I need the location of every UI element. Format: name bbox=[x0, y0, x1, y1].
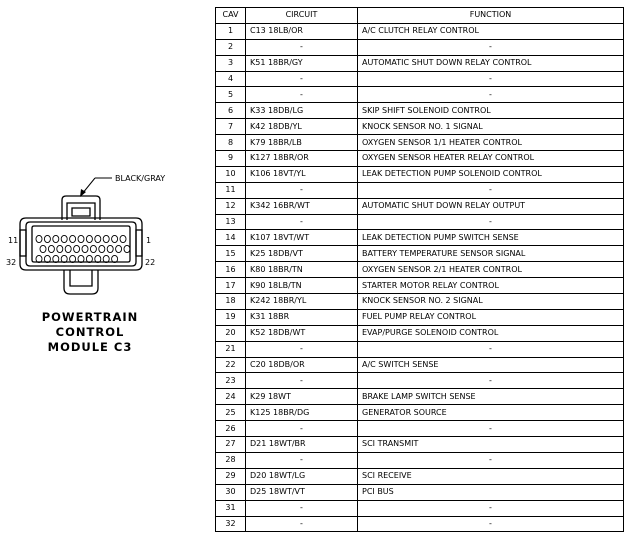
function-cell: KNOCK SENSOR NO. 2 SIGNAL bbox=[358, 294, 624, 310]
table-row bbox=[216, 278, 624, 294]
function-cell: AUTOMATIC SHUT DOWN RELAY OUTPUT bbox=[358, 198, 624, 214]
cav-cell: 4 bbox=[216, 71, 246, 87]
function-cell: A/C CLUTCH RELAY CONTROL bbox=[358, 23, 624, 39]
function-cell: LEAK DETECTION PUMP SWITCH SENSE bbox=[358, 230, 624, 246]
function-cell: BATTERY TEMPERATURE SENSOR SIGNAL bbox=[358, 246, 624, 262]
cav-cell: 27 bbox=[216, 437, 246, 453]
cavity-hole bbox=[82, 245, 88, 252]
table-row bbox=[216, 166, 624, 182]
cav-cell: 11 bbox=[216, 182, 246, 198]
circuit-cell: - bbox=[246, 421, 358, 437]
function-cell: SKIP SHIFT SOLENOID CONTROL bbox=[358, 103, 624, 119]
circuit-cell: - bbox=[246, 87, 358, 103]
circuit-cell: - bbox=[246, 341, 358, 357]
circuit-cell: K80 18BR/TN bbox=[246, 262, 358, 278]
cavity-hole bbox=[95, 235, 101, 242]
cav-cell: 6 bbox=[216, 103, 246, 119]
table-row bbox=[216, 103, 624, 119]
function-cell: - bbox=[358, 39, 624, 55]
cav-cell: 13 bbox=[216, 214, 246, 230]
table-row bbox=[216, 484, 624, 500]
pin-label-top-right: 1 bbox=[146, 236, 152, 245]
table-row bbox=[216, 452, 624, 468]
table-header-row bbox=[216, 8, 624, 24]
cav-cell: 29 bbox=[216, 468, 246, 484]
cavity-hole bbox=[53, 235, 59, 242]
function-cell: FUEL PUMP RELAY CONTROL bbox=[358, 309, 624, 325]
circuit-cell: - bbox=[246, 373, 358, 389]
function-cell: - bbox=[358, 516, 624, 532]
function-cell: - bbox=[358, 373, 624, 389]
cav-cell: 15 bbox=[216, 246, 246, 262]
bottom-latch bbox=[64, 270, 98, 294]
cav-cell: 20 bbox=[216, 325, 246, 341]
table-row bbox=[216, 309, 624, 325]
function-cell: - bbox=[358, 71, 624, 87]
cavity-hole bbox=[74, 245, 80, 252]
table-row bbox=[216, 55, 624, 71]
module-title-line-3: MODULE C3 bbox=[47, 340, 133, 354]
cav-cell: 16 bbox=[216, 262, 246, 278]
pinout-table-body bbox=[216, 23, 624, 532]
function-cell: - bbox=[358, 452, 624, 468]
cavity-hole bbox=[124, 245, 130, 252]
cavity-hole bbox=[78, 235, 84, 242]
cav-cell: 14 bbox=[216, 230, 246, 246]
table-row bbox=[216, 294, 624, 310]
function-cell: A/C SWITCH SENSE bbox=[358, 357, 624, 373]
function-cell: - bbox=[358, 182, 624, 198]
cav-cell: 31 bbox=[216, 500, 246, 516]
cav-cell: 30 bbox=[216, 484, 246, 500]
header-cav: CAV bbox=[216, 8, 246, 24]
table-row bbox=[216, 389, 624, 405]
circuit-cell: K29 18WT bbox=[246, 389, 358, 405]
cavity-hole bbox=[107, 245, 113, 252]
cavity-row-bottom bbox=[36, 245, 130, 262]
circuit-cell: C13 18LB/OR bbox=[246, 23, 358, 39]
table-row bbox=[216, 468, 624, 484]
function-cell: - bbox=[358, 421, 624, 437]
module-title-line-2: CONTROL bbox=[55, 325, 125, 339]
module-title-line-1: POWERTRAIN bbox=[41, 310, 139, 324]
color-label: BLACK/GRAY bbox=[115, 174, 166, 183]
table-row bbox=[216, 421, 624, 437]
table-row bbox=[216, 135, 624, 151]
pin-label-bottom-left: 32 bbox=[6, 258, 17, 267]
circuit-cell: K52 18DB/WT bbox=[246, 325, 358, 341]
circuit-cell: - bbox=[246, 39, 358, 55]
cavity-hole bbox=[103, 235, 109, 242]
cavity-hole bbox=[70, 235, 76, 242]
cav-cell: 17 bbox=[216, 278, 246, 294]
cav-cell: 23 bbox=[216, 373, 246, 389]
cav-cell: 24 bbox=[216, 389, 246, 405]
circuit-cell: K125 18BR/DG bbox=[246, 405, 358, 421]
cav-cell: 32 bbox=[216, 516, 246, 532]
table-row bbox=[216, 71, 624, 87]
function-cell: GENERATOR SOURCE bbox=[358, 405, 624, 421]
circuit-cell: - bbox=[246, 71, 358, 87]
circuit-cell: K242 18BR/YL bbox=[246, 294, 358, 310]
cav-cell: 22 bbox=[216, 357, 246, 373]
circuit-cell: K106 18VT/YL bbox=[246, 166, 358, 182]
function-cell: AUTOMATIC SHUT DOWN RELAY CONTROL bbox=[358, 55, 624, 71]
circuit-cell: K31 18BR bbox=[246, 309, 358, 325]
table-row bbox=[216, 373, 624, 389]
circuit-cell: D21 18WT/BR bbox=[246, 437, 358, 453]
table-row bbox=[216, 182, 624, 198]
circuit-cell: K51 18BR/GY bbox=[246, 55, 358, 71]
table-row bbox=[216, 405, 624, 421]
cavity-hole bbox=[120, 235, 126, 242]
cav-cell: 1 bbox=[216, 23, 246, 39]
cavity-hole bbox=[112, 235, 118, 242]
cavity-hole bbox=[40, 245, 46, 252]
table-row bbox=[216, 119, 624, 135]
circuit-cell: K79 18BR/LB bbox=[246, 135, 358, 151]
function-cell: OXYGEN SENSOR 2/1 HEATER CONTROL bbox=[358, 262, 624, 278]
cav-cell: 18 bbox=[216, 294, 246, 310]
table-row bbox=[216, 341, 624, 357]
pin-label-top-left: 11 bbox=[8, 236, 19, 245]
pinout-table bbox=[215, 7, 624, 532]
circuit-cell: D20 18WT/LG bbox=[246, 468, 358, 484]
table-row bbox=[216, 437, 624, 453]
connector-drawing bbox=[0, 160, 200, 310]
function-cell: - bbox=[358, 87, 624, 103]
function-cell: SCI TRANSMIT bbox=[358, 437, 624, 453]
cav-cell: 10 bbox=[216, 166, 246, 182]
table-row bbox=[216, 325, 624, 341]
table-row bbox=[216, 230, 624, 246]
table-row bbox=[216, 87, 624, 103]
function-cell: KNOCK SENSOR NO. 1 SIGNAL bbox=[358, 119, 624, 135]
function-cell: OXYGEN SENSOR HEATER RELAY CONTROL bbox=[358, 151, 624, 167]
function-cell: EVAP/PURGE SOLENOID CONTROL bbox=[358, 325, 624, 341]
circuit-cell: K90 18LB/TN bbox=[246, 278, 358, 294]
function-cell: LEAK DETECTION PUMP SOLENOID CONTROL bbox=[358, 166, 624, 182]
cav-cell: 28 bbox=[216, 452, 246, 468]
function-cell: PCI BUS bbox=[358, 484, 624, 500]
cavity-hole bbox=[90, 245, 96, 252]
cav-cell: 7 bbox=[216, 119, 246, 135]
cav-cell: 21 bbox=[216, 341, 246, 357]
cavity-hole bbox=[99, 245, 105, 252]
cavity-hole bbox=[44, 235, 50, 242]
table-row bbox=[216, 516, 624, 532]
circuit-cell: K25 18DB/VT bbox=[246, 246, 358, 262]
function-cell: - bbox=[358, 500, 624, 516]
cavity-hole bbox=[48, 245, 54, 252]
table-row bbox=[216, 151, 624, 167]
cav-cell: 12 bbox=[216, 198, 246, 214]
header-circuit: CIRCUIT bbox=[246, 8, 358, 24]
circuit-cell: - bbox=[246, 452, 358, 468]
cavity-hole bbox=[61, 235, 67, 242]
table-row bbox=[216, 246, 624, 262]
table-row bbox=[216, 23, 624, 39]
table-row bbox=[216, 39, 624, 55]
circuit-cell: - bbox=[246, 214, 358, 230]
cavity-hole bbox=[86, 235, 92, 242]
cav-cell: 3 bbox=[216, 55, 246, 71]
cavity-hole bbox=[36, 235, 42, 242]
cavity-hole bbox=[116, 245, 122, 252]
function-cell: BRAKE LAMP SWITCH SENSE bbox=[358, 389, 624, 405]
cavity-hole bbox=[65, 245, 71, 252]
circuit-cell: K342 16BR/WT bbox=[246, 198, 358, 214]
circuit-cell: - bbox=[246, 182, 358, 198]
circuit-cell: - bbox=[246, 516, 358, 532]
function-cell: OXYGEN SENSOR 1/1 HEATER CONTROL bbox=[358, 135, 624, 151]
table-row bbox=[216, 500, 624, 516]
cavity-row-top bbox=[36, 235, 126, 242]
cav-cell: 5 bbox=[216, 87, 246, 103]
cav-cell: 26 bbox=[216, 421, 246, 437]
cav-cell: 8 bbox=[216, 135, 246, 151]
cav-cell: 25 bbox=[216, 405, 246, 421]
cav-cell: 9 bbox=[216, 151, 246, 167]
function-cell: - bbox=[358, 214, 624, 230]
circuit-cell: K127 18BR/OR bbox=[246, 151, 358, 167]
circuit-cell: K107 18VT/WT bbox=[246, 230, 358, 246]
cav-cell: 19 bbox=[216, 309, 246, 325]
table-row bbox=[216, 198, 624, 214]
top-latch bbox=[62, 196, 100, 220]
circuit-cell: - bbox=[246, 500, 358, 516]
function-cell: - bbox=[358, 341, 624, 357]
function-cell: SCI RECEIVE bbox=[358, 468, 624, 484]
function-cell: STARTER MOTOR RELAY CONTROL bbox=[358, 278, 624, 294]
cavity-hole bbox=[57, 245, 63, 252]
module-title bbox=[10, 310, 170, 355]
table-row bbox=[216, 262, 624, 278]
table-row bbox=[216, 357, 624, 373]
circuit-cell: K33 18DB/LG bbox=[246, 103, 358, 119]
pin-label-bottom-right: 22 bbox=[145, 258, 156, 267]
circuit-cell: K42 18DB/YL bbox=[246, 119, 358, 135]
circuit-cell: D25 18WT/VT bbox=[246, 484, 358, 500]
connector-diagram bbox=[0, 160, 200, 370]
cav-cell: 2 bbox=[216, 39, 246, 55]
header-function: FUNCTION bbox=[358, 8, 624, 24]
table-row bbox=[216, 214, 624, 230]
circuit-cell: C20 18DB/OR bbox=[246, 357, 358, 373]
